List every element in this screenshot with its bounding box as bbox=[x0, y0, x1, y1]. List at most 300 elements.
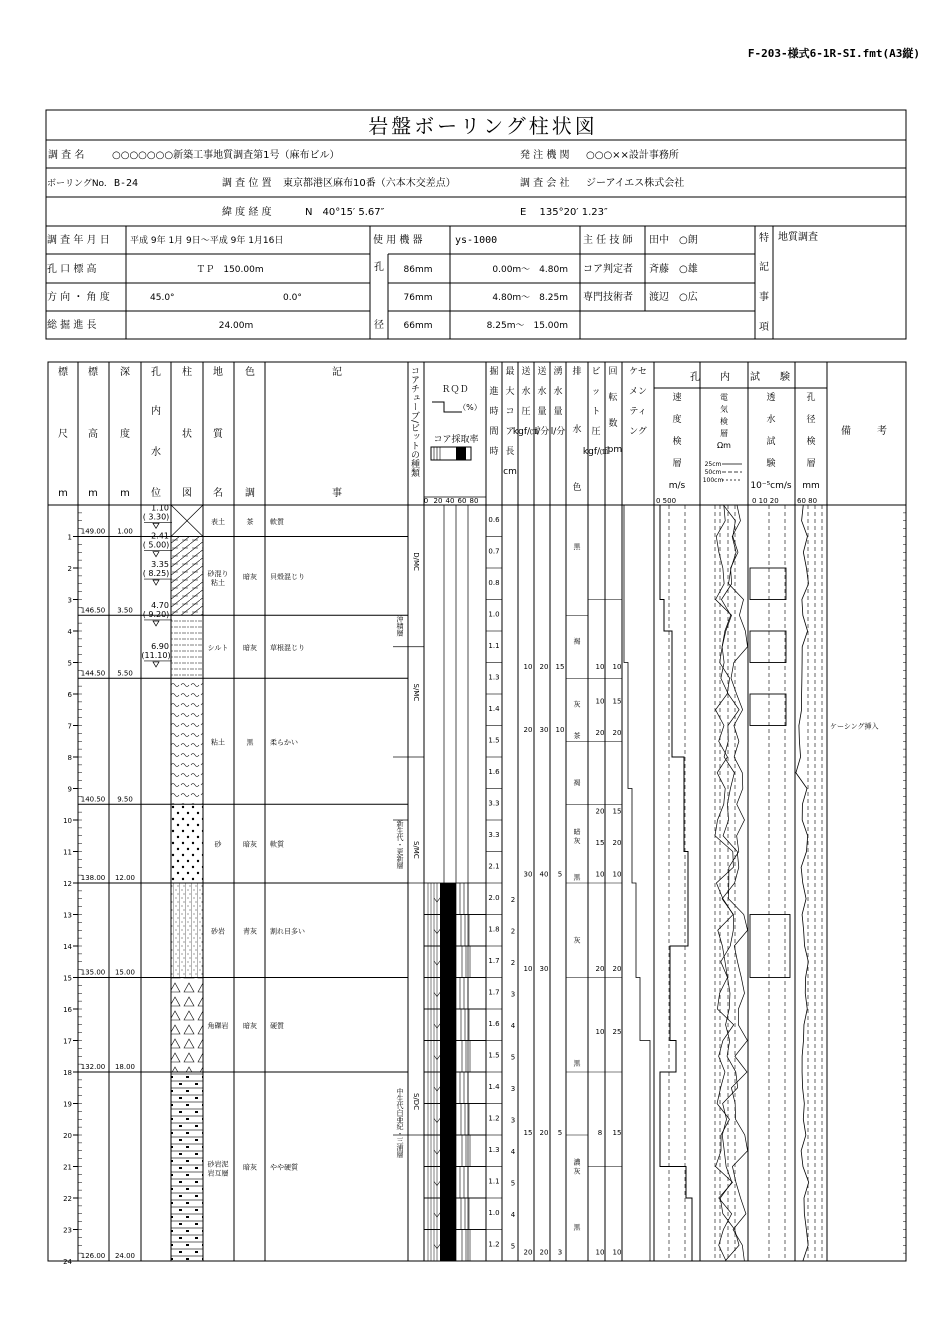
scale-tick-5: 5 bbox=[67, 659, 72, 668]
discharge-color-1: 褐 bbox=[573, 637, 581, 646]
layer-color-4: 暗灰 bbox=[243, 840, 257, 849]
remark-0: ケーシング挿入 bbox=[830, 722, 879, 731]
notes-label-3: 事 bbox=[759, 292, 769, 303]
hdr-resist-1: 気 bbox=[720, 405, 728, 414]
pressure-4: 15 bbox=[523, 1129, 533, 1137]
drill-time-4: 1.1 bbox=[488, 642, 500, 650]
hdr-flow-2: 量 bbox=[537, 407, 547, 417]
survey-name-label: 調 査 名 bbox=[48, 150, 85, 161]
perm-scale: 0 10 20 bbox=[752, 497, 779, 505]
scale-tick-1: 1 bbox=[67, 533, 72, 542]
cementing-line bbox=[624, 505, 650, 1261]
water-level-marker-icon bbox=[153, 523, 159, 528]
client-name: ○○○××設計事務所 bbox=[586, 150, 679, 161]
hdr-maxcore-1: 大 bbox=[505, 387, 515, 397]
format-code: F-203-様式6-1R-SI.fmt(A3縦) bbox=[747, 47, 920, 60]
hdr-bitp-3: 圧 bbox=[591, 427, 601, 437]
layer-pattern-6 bbox=[171, 978, 203, 1073]
hdr-velocity-1: 度 bbox=[672, 415, 682, 425]
flow-5: 20 bbox=[539, 1248, 549, 1257]
drill-time-8: 1.6 bbox=[488, 768, 500, 776]
drill-time-13: 1.8 bbox=[488, 925, 500, 934]
hdr-geology-3: 名 bbox=[213, 488, 223, 499]
hdr-remarks-1: 備 bbox=[841, 426, 851, 437]
hdr-bit: コアチューブ/ビットの種類 bbox=[409, 366, 419, 478]
hdr-bitp-1: ッ bbox=[591, 387, 601, 397]
length-label: 総 掘 進 長 bbox=[47, 320, 97, 331]
hdr-time-3: 間 bbox=[489, 427, 499, 437]
scale-tick-13: 13 bbox=[63, 911, 72, 920]
water-level-0: 1.10 bbox=[151, 503, 169, 513]
boring-no-label: ボーリングNo. bbox=[47, 179, 107, 189]
geo-age-2: 中生代白亜紀・三浦層 bbox=[396, 1087, 404, 1158]
hdr-cement-1: メン bbox=[628, 387, 648, 397]
core-bar-14 bbox=[440, 946, 456, 978]
hdr-desc-2: 事 bbox=[332, 488, 342, 499]
layer-elev-5: 135.00 bbox=[80, 968, 106, 977]
water-level-3-b: ( 9.20) bbox=[142, 609, 170, 619]
hdr-core-recovery: コア採取率 bbox=[433, 435, 479, 445]
scale-tick-4: 4 bbox=[67, 628, 72, 636]
layer-color-3: 黒 bbox=[246, 738, 254, 747]
rpm-6: 20 bbox=[612, 965, 622, 974]
hdr-flow-3: l/分 bbox=[534, 427, 550, 437]
discharge-color-2: 灰 bbox=[573, 700, 581, 709]
hdr-perm-1: 水 bbox=[766, 415, 776, 425]
hdr-return-2: 量 bbox=[553, 407, 563, 417]
rpm-9: 10 bbox=[612, 1248, 622, 1257]
max-core-2: 2 bbox=[510, 958, 516, 967]
hdr-resist-2: 検 bbox=[720, 417, 728, 426]
drill-time-14: 1.7 bbox=[488, 957, 500, 965]
layer-name-7: 砂岩泥 bbox=[207, 1160, 229, 1169]
layer-pattern-4 bbox=[171, 804, 203, 883]
water-level-4-b: (11.10) bbox=[141, 650, 171, 660]
resist-legend-0: 25cm bbox=[704, 461, 722, 468]
caliper-trace bbox=[796, 505, 809, 1261]
discharge-color-0: 黒 bbox=[573, 542, 581, 551]
survey-name: ○○○○○○○新築工事地質調査第1号（麻布ビル） bbox=[112, 150, 340, 161]
hdr-flow-0: 送 bbox=[537, 367, 547, 377]
total-length: 24.00m bbox=[218, 321, 254, 331]
layer-name-1-b: 粘土 bbox=[211, 578, 225, 587]
scale-tick-3: 3 bbox=[67, 596, 72, 605]
resistivity-trace-1 bbox=[720, 505, 739, 1261]
hdr-resist-4: Ωm bbox=[717, 441, 731, 450]
notes: 地質調査 bbox=[778, 232, 818, 243]
bit-pressure-9: 10 bbox=[595, 1248, 605, 1257]
water-level-3: 4.70 bbox=[151, 600, 169, 610]
hdr-maxcore-2: コ bbox=[505, 407, 515, 417]
return-0: 15 bbox=[555, 662, 565, 671]
scale-tick-10: 10 bbox=[63, 817, 72, 825]
water-level-0-b: ( 3.30) bbox=[142, 512, 170, 522]
core-bar-15 bbox=[440, 978, 456, 1010]
scale-tick-8: 8 bbox=[67, 754, 72, 762]
resist-legend-1: 50cm bbox=[704, 469, 722, 476]
diameter-range-1: 0.00m～ 4.80m bbox=[492, 265, 568, 275]
hdr-time-2: 時 bbox=[489, 407, 499, 417]
bit-pressure-1: 10 bbox=[595, 697, 605, 706]
bit-pressure-6: 20 bbox=[595, 965, 605, 974]
notes-label-4: 項 bbox=[759, 322, 769, 333]
hdr-remarks-2: 考 bbox=[877, 426, 887, 437]
resistivity-trace-2 bbox=[728, 505, 747, 1261]
perm-test-3 bbox=[750, 915, 790, 978]
pressure-1: 20 bbox=[523, 725, 533, 734]
sheet-title: 岩盤ボーリング柱状図 bbox=[368, 114, 598, 138]
hdr-water-2: 内 bbox=[151, 406, 161, 417]
hdr-bitp-0: ビ bbox=[591, 367, 601, 377]
drill-time-22: 1.0 bbox=[488, 1209, 500, 1217]
hdr-cement-0: ケセ bbox=[629, 367, 647, 377]
chief-label: 主 任 技 師 bbox=[583, 235, 633, 246]
layer-name-0: 表土 bbox=[211, 517, 225, 526]
layer-name-7-b: 岩互層 bbox=[207, 1169, 229, 1178]
geo-age-1: 新生代・更新層 bbox=[396, 820, 404, 869]
caliper-scale: 60 80 bbox=[797, 497, 818, 505]
layer-elev-1: 146.50 bbox=[80, 606, 106, 615]
layer-color-0: 茶 bbox=[246, 517, 254, 526]
hdr-discolor-0: 排 bbox=[572, 367, 582, 377]
notes-label-1: 特 bbox=[759, 233, 769, 244]
pressure-5: 20 bbox=[523, 1248, 533, 1257]
rqd-scale-3: 60 bbox=[457, 497, 467, 505]
drill-time-19: 1.2 bbox=[488, 1114, 500, 1123]
bit-pressure-7: 10 bbox=[595, 1028, 605, 1037]
hdr-perm-0: 透 bbox=[766, 393, 776, 403]
rpm-7: 25 bbox=[612, 1028, 622, 1037]
hdr-perm-4: 10⁻⁵cm/s bbox=[750, 481, 792, 491]
rqd-scale-4: 80 bbox=[469, 497, 479, 505]
rqd-scale-0: 0 bbox=[423, 497, 429, 505]
layer-desc-4: 軟質 bbox=[270, 840, 284, 849]
scale-tick-18: 18 bbox=[63, 1069, 72, 1077]
hdr-rpm-1: 転 bbox=[608, 393, 618, 403]
core-bar-16 bbox=[440, 1009, 456, 1041]
drill-time-17: 1.5 bbox=[488, 1051, 500, 1060]
scale-tick-6: 6 bbox=[67, 691, 72, 699]
bit-type-1: S/MC bbox=[412, 683, 420, 702]
layer-elev-3: 140.50 bbox=[80, 795, 106, 804]
water-level-marker-icon bbox=[153, 580, 159, 585]
drill-time-9: 3.3 bbox=[488, 799, 500, 808]
location: 東京都港区麻布10番（六本木交差点） bbox=[283, 178, 456, 189]
bit-pressure-3: 20 bbox=[595, 807, 605, 816]
diameter-range-2: 4.80m～ 8.25m bbox=[492, 293, 568, 303]
velocity-scale: 0 500 bbox=[656, 497, 677, 505]
diameter-2: 76mm bbox=[403, 293, 433, 303]
drill-time-16: 1.6 bbox=[488, 1020, 500, 1028]
layer-desc-5: 割れ目多い bbox=[270, 927, 305, 936]
discharge-color-9-b: 灰 bbox=[573, 1167, 581, 1176]
bit-pressure-2: 20 bbox=[595, 728, 605, 737]
elev-label: 孔 口 標 高 bbox=[47, 264, 97, 275]
hdr-geology-2: 質 bbox=[213, 429, 223, 440]
layer-depth-3: 9.50 bbox=[117, 795, 133, 804]
hdr-depth-1: 深 bbox=[120, 367, 130, 378]
max-core-0: 2 bbox=[510, 895, 516, 904]
diameter-1: 86mm bbox=[403, 265, 433, 275]
flow-3: 30 bbox=[539, 965, 549, 974]
discharge-color-5-b: 灰 bbox=[573, 836, 581, 845]
hdr-scale-3: m bbox=[58, 488, 68, 499]
rpm-0: 10 bbox=[612, 662, 622, 671]
hdr-maxcore-0: 最 bbox=[505, 367, 515, 377]
scale-tick-21: 21 bbox=[63, 1163, 72, 1172]
survey-date: 平成 9年 1月 9日～平成 9年 1月16日 bbox=[130, 236, 284, 246]
max-core-11: 5 bbox=[510, 1242, 516, 1251]
scale-tick-22: 22 bbox=[63, 1195, 72, 1203]
scale-tick-12: 12 bbox=[63, 880, 72, 888]
hole-dia-label-1: 孔 bbox=[374, 262, 384, 273]
water-level-2-b: ( 8.25) bbox=[142, 569, 170, 579]
layer-desc-7: やや硬質 bbox=[270, 1163, 298, 1172]
company-label: 調 査 会 社 bbox=[520, 178, 570, 189]
scale-tick-14: 14 bbox=[63, 943, 72, 951]
scale-tick-20: 20 bbox=[63, 1132, 72, 1140]
scale-tick-23: 23 bbox=[63, 1226, 72, 1235]
layer-name-6: 角礫岩 bbox=[207, 1021, 229, 1030]
hdr-bitp-2: ト bbox=[591, 407, 601, 417]
hdr-time-4: 時 bbox=[489, 447, 499, 457]
drill-time-6: 1.4 bbox=[488, 705, 500, 713]
layer-elev-4: 138.00 bbox=[80, 874, 106, 882]
discharge-color-8: 黒 bbox=[573, 1059, 581, 1068]
hdr-velocity-0: 速 bbox=[672, 393, 682, 403]
hdr-pressure-3: kgf/㎠ bbox=[512, 427, 540, 437]
layer-color-6: 暗灰 bbox=[243, 1021, 257, 1030]
client-label: 発 注 機 関 bbox=[520, 150, 570, 161]
bit-pressure-4: 15 bbox=[595, 839, 605, 848]
hdr-logging: 孔 内 試 験 bbox=[690, 372, 790, 383]
hdr-caliper-0: 孔 bbox=[806, 393, 816, 403]
bit-type-2: S/MC bbox=[412, 841, 420, 859]
hdr-scale-2: 尺 bbox=[58, 429, 68, 440]
rpm-8: 15 bbox=[612, 1129, 622, 1137]
discharge-color-7: 灰 bbox=[573, 936, 581, 945]
water-level-2: 3.35 bbox=[151, 560, 169, 570]
hdr-water-1: 孔 bbox=[151, 367, 161, 378]
layer-pattern-3 bbox=[171, 678, 203, 804]
latlon-label: 緯 度 経 度 bbox=[222, 207, 272, 218]
layer-desc-6: 硬質 bbox=[270, 1021, 284, 1030]
boring-no: B-24 bbox=[114, 178, 139, 189]
hdr-depth-2: 度 bbox=[120, 429, 130, 440]
layer-pattern-1 bbox=[171, 537, 203, 616]
hdr-time-0: 掘 bbox=[489, 367, 499, 377]
layer-desc-2: 草根混じり bbox=[270, 643, 305, 652]
diameter-3: 66mm bbox=[403, 321, 433, 331]
perm-test-1 bbox=[750, 631, 786, 663]
layer-pattern-2 bbox=[171, 615, 203, 678]
scale-tick-7: 7 bbox=[67, 722, 72, 731]
drill-time-11: 2.1 bbox=[488, 862, 500, 871]
longitude: E 135°20′ 1.23″ bbox=[520, 207, 608, 218]
machine: ys-1000 bbox=[455, 235, 498, 246]
direction: 45.0° bbox=[150, 293, 175, 303]
hdr-depth-3: m bbox=[120, 488, 130, 499]
scale-tick-19: 19 bbox=[63, 1100, 72, 1109]
max-core-9: 5 bbox=[510, 1179, 516, 1188]
layer-name-5: 砂岩 bbox=[211, 927, 225, 936]
perm-test-0 bbox=[750, 568, 786, 600]
layer-desc-3: 柔らかい bbox=[270, 738, 298, 747]
hdr-velocity-4: m/s bbox=[668, 481, 686, 491]
company: ジーアイエス株式会社 bbox=[586, 178, 685, 189]
hdr-rpm-0: 回 bbox=[608, 367, 618, 377]
hdr-elev-3: m bbox=[88, 488, 98, 499]
header-frame bbox=[46, 110, 906, 339]
layer-name-1: 砂混り bbox=[207, 569, 229, 578]
layer-elev-2: 144.50 bbox=[80, 669, 106, 678]
layer-elev-7: 126.00 bbox=[80, 1252, 106, 1260]
hdr-flow-1: 水 bbox=[537, 387, 547, 397]
layer-color-2: 暗灰 bbox=[243, 643, 257, 652]
hdr-velocity-3: 層 bbox=[672, 459, 682, 469]
hdr-column-3: 図 bbox=[182, 488, 192, 499]
layer-name-2: シルト bbox=[207, 643, 229, 652]
rpm-1: 15 bbox=[612, 697, 622, 706]
layer-depth-2: 5.50 bbox=[117, 669, 133, 678]
hdr-return-1: 水 bbox=[553, 387, 563, 397]
hdr-maxcore-3: ア bbox=[505, 427, 515, 437]
water-level-marker-icon bbox=[153, 621, 159, 626]
hdr-elev-2: 高 bbox=[88, 429, 98, 440]
resistivity-trace-0 bbox=[715, 505, 734, 1261]
hdr-pressure-2: 圧 bbox=[521, 407, 531, 417]
chief-engineer: 田中 ○朗 bbox=[649, 235, 698, 246]
scale-tick-24: 24 bbox=[63, 1258, 72, 1266]
perm-test-2 bbox=[750, 694, 786, 726]
hdr-resist-0: 電 bbox=[720, 393, 728, 402]
hdr-pressure-0: 送 bbox=[521, 367, 531, 377]
hdr-caliper-4: mm bbox=[802, 481, 820, 491]
bit-pressure-0: 10 bbox=[595, 662, 605, 671]
velocity-profile bbox=[660, 505, 692, 1261]
layer-desc-0: 軟質 bbox=[270, 517, 284, 526]
rpm-5: 10 bbox=[612, 870, 622, 879]
return-5: 3 bbox=[557, 1248, 563, 1257]
layer-name-3: 粘土 bbox=[211, 738, 225, 747]
max-core-5: 5 bbox=[510, 1053, 516, 1062]
core-judge-label: コア判定者 bbox=[583, 264, 633, 275]
layer-elev-0: 149.00 bbox=[80, 527, 106, 536]
bit-type-0: D/MC bbox=[412, 552, 420, 571]
hdr-scale-1: 標 bbox=[58, 367, 68, 378]
scale-tick-2: 2 bbox=[67, 565, 72, 573]
layer-depth-6: 18.00 bbox=[114, 1063, 136, 1071]
column-headers bbox=[58, 365, 887, 499]
hdr-column-1: 柱 bbox=[182, 367, 192, 378]
hdr-caliper-2: 検 bbox=[806, 437, 816, 447]
drill-time-3: 1.0 bbox=[488, 610, 500, 619]
expert-label: 専門技術者 bbox=[583, 292, 633, 303]
max-core-8: 4 bbox=[510, 1147, 516, 1156]
rqd-scale-2: 40 bbox=[445, 497, 455, 505]
discharge-color-4: 褐 bbox=[573, 779, 581, 788]
layer-depth-7: 24.00 bbox=[114, 1252, 136, 1260]
drill-time-0: 0.6 bbox=[488, 516, 500, 524]
rqd-scale-1: 20 bbox=[433, 497, 443, 505]
core-judge: 斉藤 ○雄 bbox=[649, 264, 698, 275]
water-level-1-b: ( 5.00) bbox=[142, 540, 170, 550]
hdr-geology-1: 地 bbox=[213, 367, 223, 378]
discharge-color-5: 暗 bbox=[573, 827, 581, 836]
hdr-maxcore-4: 長 bbox=[505, 447, 515, 457]
flow-0: 20 bbox=[539, 662, 549, 671]
hdr-cement-3: ング bbox=[629, 427, 647, 437]
hdr-desc-1: 記 bbox=[332, 367, 342, 378]
return-1: 10 bbox=[555, 725, 565, 734]
discharge-color-9: 濃 bbox=[573, 1158, 581, 1167]
date-label: 調 査 年 月 日 bbox=[47, 235, 110, 246]
latitude: N 40°15′ 5.67″ bbox=[305, 207, 385, 218]
scale-tick-11: 11 bbox=[63, 848, 72, 857]
bit-pressure-8: 8 bbox=[597, 1129, 603, 1137]
pressure-2: 30 bbox=[523, 870, 533, 879]
hdr-pressure-1: 水 bbox=[521, 387, 531, 397]
hdr-velocity-2: 検 bbox=[672, 437, 682, 447]
hdr-return-3: l/分 bbox=[550, 427, 566, 437]
layer-color-1: 暗灰 bbox=[243, 572, 257, 581]
rpm-2: 20 bbox=[612, 728, 622, 737]
water-level-marker-icon bbox=[153, 662, 159, 667]
drill-time-2: 0.8 bbox=[488, 579, 500, 587]
hdr-rqd: ＲＱＤ bbox=[441, 385, 469, 395]
direction-label: 方 向 ・ 角 度 bbox=[47, 292, 110, 303]
max-core-3: 3 bbox=[510, 990, 516, 999]
drill-time-5: 1.3 bbox=[488, 673, 500, 682]
flow-1: 30 bbox=[539, 725, 549, 734]
max-core-7: 3 bbox=[510, 1116, 516, 1125]
core-bar-17 bbox=[440, 1041, 456, 1073]
water-level-marker-icon bbox=[153, 552, 159, 557]
bit-type-3: S/DC bbox=[412, 1093, 420, 1111]
bit-pressure-5: 10 bbox=[595, 870, 605, 879]
drill-time-18: 1.4 bbox=[488, 1083, 500, 1091]
max-core-1: 2 bbox=[510, 927, 516, 936]
layer-color-7: 暗灰 bbox=[243, 1163, 257, 1172]
scale-tick-17: 17 bbox=[63, 1037, 72, 1046]
geo-age-0: 沖積層 bbox=[396, 615, 404, 637]
location-label: 調 査 位 置 bbox=[222, 178, 272, 189]
scale-tick-16: 16 bbox=[63, 1006, 72, 1014]
discharge-color-10: 黒 bbox=[573, 1223, 581, 1232]
hdr-time-1: 進 bbox=[489, 387, 499, 397]
hdr-discolor-2: 色 bbox=[572, 483, 582, 493]
hdr-perm-3: 験 bbox=[766, 459, 776, 469]
water-level-1: 2.41 bbox=[151, 531, 169, 541]
expert: 渡辺 ○広 bbox=[649, 292, 698, 303]
layer-depth-1: 3.50 bbox=[117, 606, 133, 615]
machine-label: 使 用 機 器 bbox=[373, 235, 423, 246]
discharge-color-3: 茶 bbox=[573, 731, 581, 740]
hdr-color-2: 調 bbox=[245, 488, 255, 499]
hdr-water-3: 水 bbox=[151, 447, 161, 458]
layer-depth-4: 12.00 bbox=[114, 874, 136, 882]
hdr-resist-3: 層 bbox=[720, 429, 728, 438]
hdr-rpm-2: 数 bbox=[608, 419, 618, 429]
layer-depth-0: 1.00 bbox=[117, 527, 133, 536]
max-core-10: 4 bbox=[510, 1210, 516, 1219]
core-bar-21 bbox=[440, 1167, 456, 1199]
layer-name-4: 砂 bbox=[214, 840, 222, 849]
core-bar-23 bbox=[440, 1230, 456, 1262]
core-bar-22 bbox=[440, 1198, 456, 1230]
hdr-maxcore-5: cm bbox=[503, 467, 517, 477]
pressure-3: 10 bbox=[523, 965, 533, 974]
